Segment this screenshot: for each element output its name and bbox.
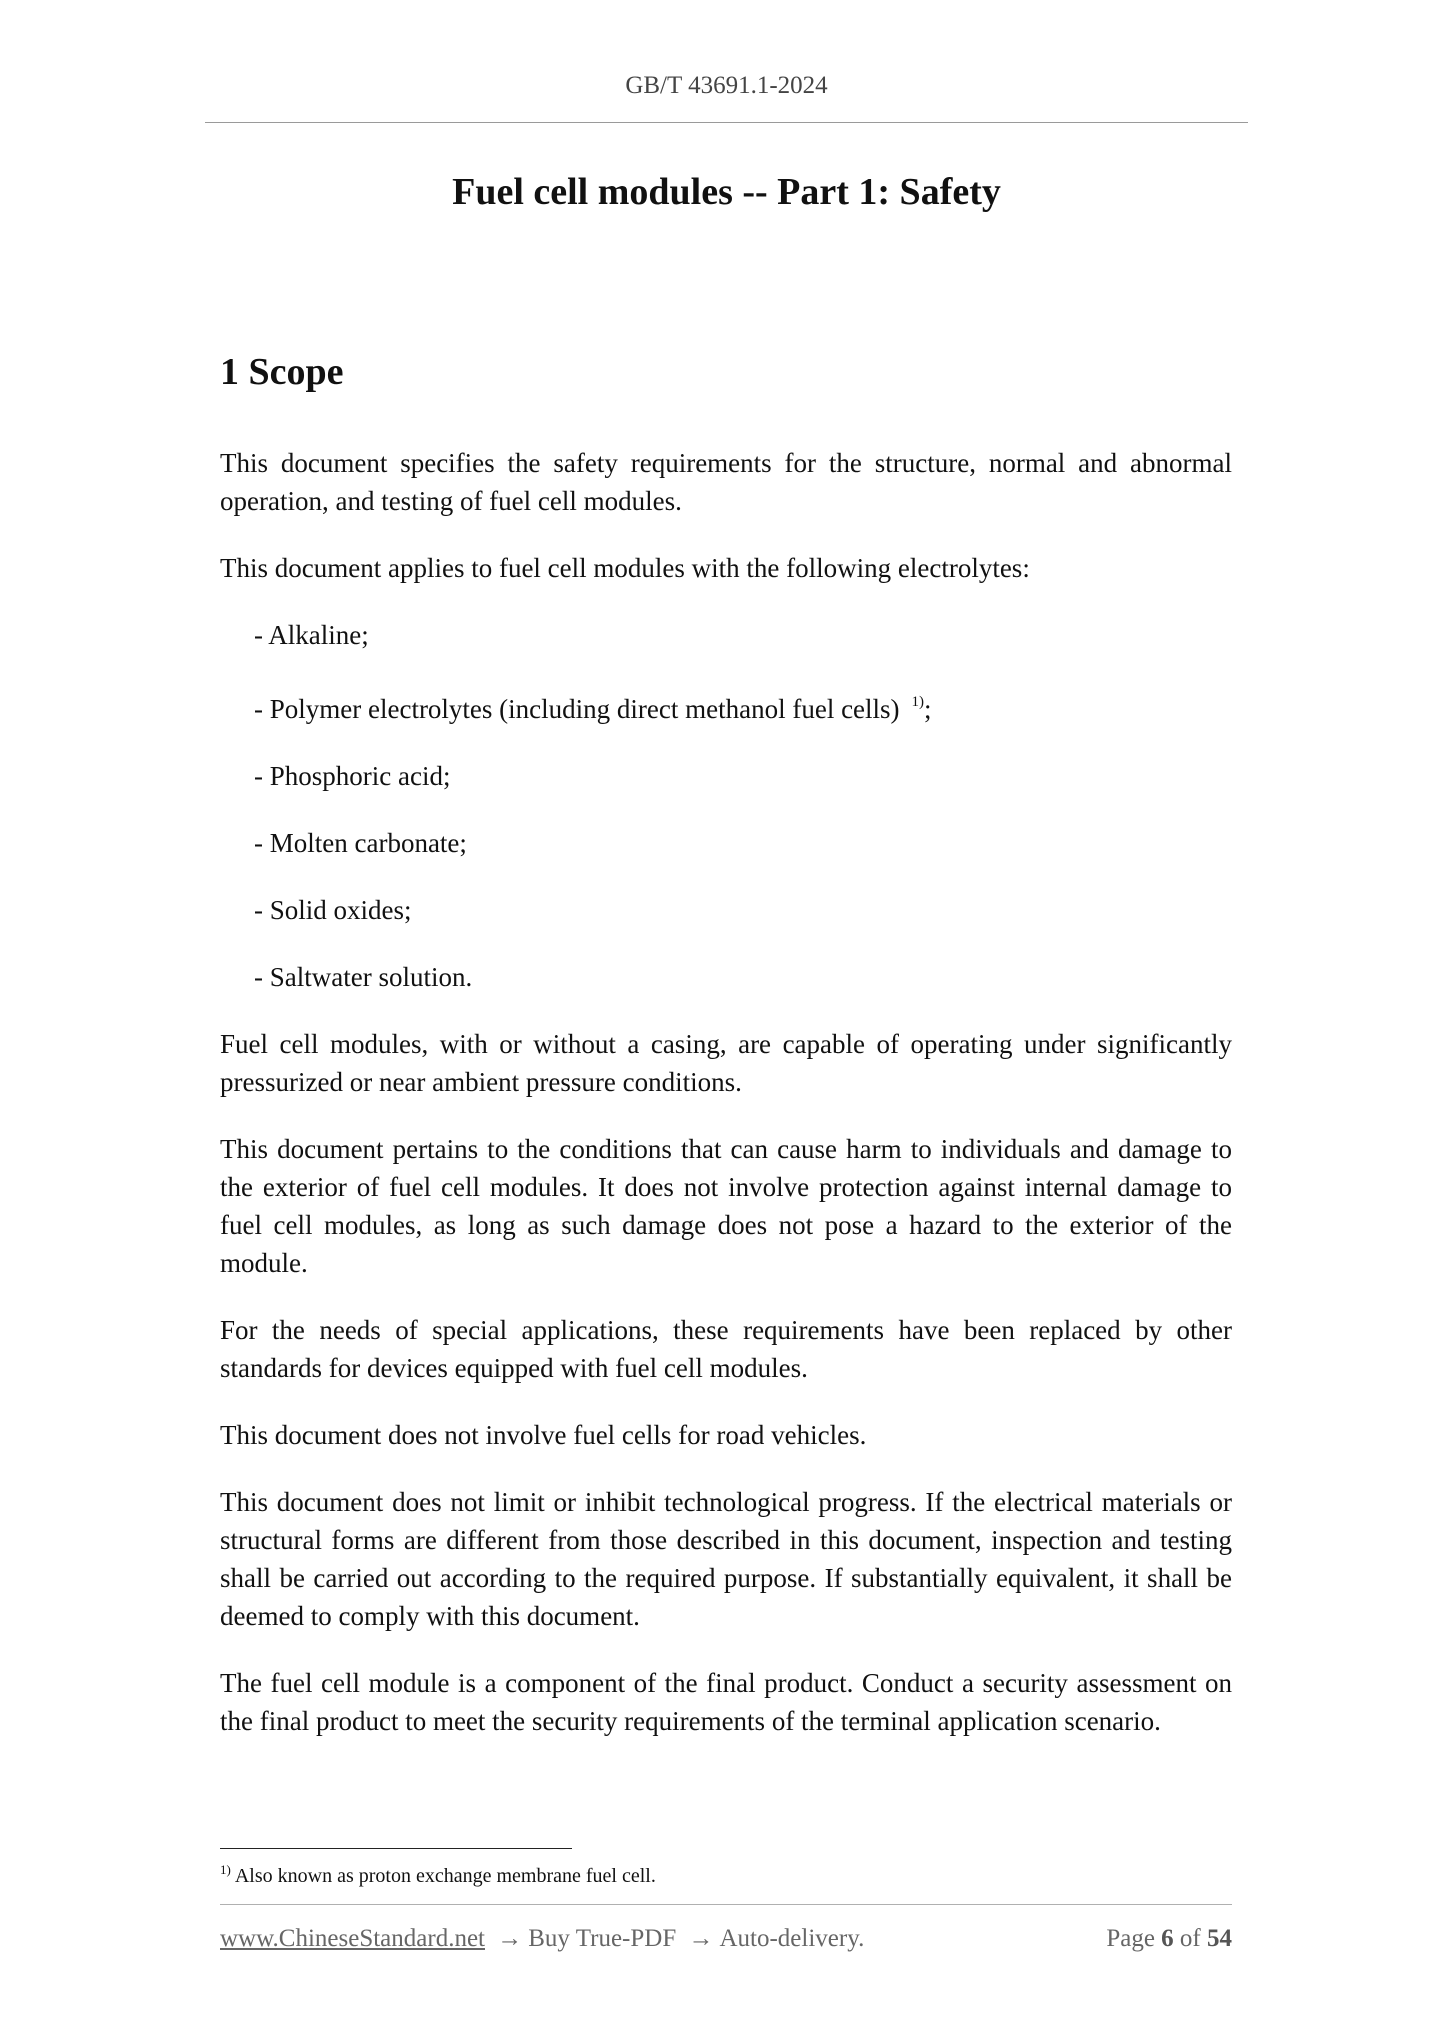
total-pages: 54 — [1207, 1925, 1232, 1952]
list-item-polymer-text: - Polymer electrolytes (including direct methanol fuel cells) — [254, 693, 900, 724]
footnote-text: Also known as proton exchange membrane fuel cell. — [234, 1865, 656, 1887]
header-divider — [205, 122, 1248, 123]
paragraph-special-applications: For the needs of special applications, these requirements have been replaced by other standards for devices equipped with fuel cell modules. — [220, 1314, 1232, 1383]
buy-true-pdf-text: Buy True-PDF — [528, 1925, 677, 1952]
of-label: of — [1179, 1925, 1201, 1952]
page-number: 6 — [1161, 1925, 1174, 1952]
paragraph-road-vehicles: This document does not involve fuel cells for road vehicles. — [220, 1419, 867, 1450]
paragraph-harm: This document pertains to the conditions that can cause harm to individuals and damage to the exterior of fuel cell modules. It does not involve protection against internal damage to fuel cell modules, as long as such damage does not pose a hazard to the exterior of the module. — [220, 1133, 1232, 1278]
list-item-polymer-suffix: ; — [924, 693, 932, 724]
footnote — [220, 1856, 656, 1890]
paragraph-final-product: The fuel cell module is a component of the final product. Conduct a security assessment on the final product to meet the security requirements of the terminal application scenario. — [220, 1667, 1232, 1736]
footnote-reference[interactable]: 1) — [911, 693, 925, 710]
page-label: Page — [1106, 1925, 1155, 1952]
footer-divider — [220, 1904, 1232, 1905]
footnote-divider — [220, 1848, 572, 1849]
auto-delivery-text: Auto-delivery. — [719, 1925, 865, 1952]
list-item-phosphoric: - Phosphoric acid; — [254, 760, 451, 791]
scope-section — [220, 350, 1232, 1740]
intro-paragraph-2: This document applies to fuel cell modules with the following electrolytes: — [220, 552, 1030, 583]
section-heading: 1 Scope — [220, 351, 344, 393]
website-link[interactable]: www.ChineseStandard.net — [220, 1925, 485, 1952]
list-item-alkaline: - Alkaline; — [254, 619, 369, 650]
document-code-header: GB/T 43691.1-2024 — [625, 72, 828, 99]
footnote-mark: 1) — [220, 1862, 231, 1877]
list-item-polymer — [254, 683, 1232, 728]
list-item-solid-oxides: - Solid oxides; — [254, 894, 412, 925]
paragraph-progress: This document does not limit or inhibit technological progress. If the electrical materials or structural forms are different from those described in this document, inspection and testing shall be carried out according to the required purpose. If substantially equivalent, it shall be deemed to comply with this document. — [220, 1486, 1232, 1631]
paragraph-casing: Fuel cell modules, with or without a casing, are capable of operating under significantly pressurized or near ambient pressure conditions. — [220, 1028, 1232, 1097]
footer-promo — [220, 1922, 864, 1956]
list-item-saltwater: - Saltwater solution. — [254, 961, 473, 992]
page-title: Fuel cell modules -- Part 1: Safety — [452, 171, 1001, 213]
arrow-right-icon: → — [497, 1925, 523, 1952]
intro-paragraph-1: This document specifies the safety requirements for the structure, normal and abnormal operation, and testing of fuel cell modules. — [220, 447, 1232, 516]
arrow-right-icon: → — [688, 1925, 714, 1952]
page-indicator — [1106, 1922, 1232, 1956]
list-item-molten-carbonate: - Molten carbonate; — [254, 827, 467, 858]
